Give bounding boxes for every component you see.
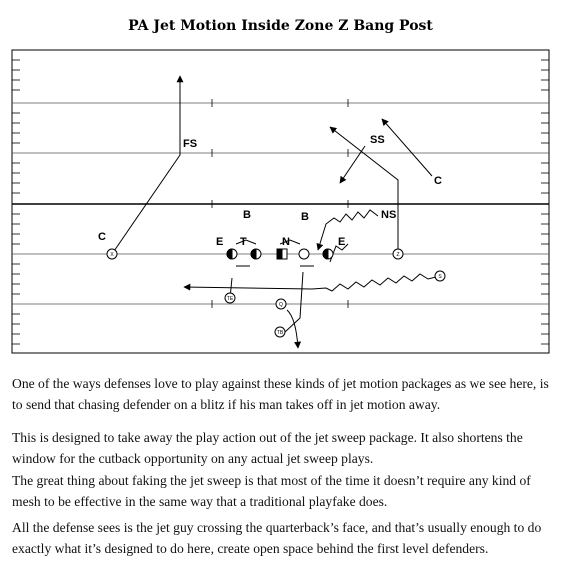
ns-label: NS [381,209,397,221]
paragraph-1: One of the ways defenses love to play against these kinds of jet motion packages as we see here, is to send that chasing defender on a blitz if his man takes off in jet motion away. [12,376,549,412]
backer-left-label: B [243,209,251,221]
s-letter: S [438,274,442,280]
q-letter: Q [279,302,283,308]
tb-letter: TB [276,330,284,336]
fs-label: FS [183,138,198,150]
diagram-title: PA Jet Motion Inside Zone Z Bang Post [128,18,433,34]
end-left-label: E [216,236,224,248]
ss-label: SS [370,134,385,146]
corner-right-label: C [434,175,442,187]
z-letter: Z [396,252,400,258]
tackle-label: T [240,236,247,248]
paragraph-2: This is designed to take away the play action out of the jet sweep package. It also shortens the window for the cutback opportunity on any actual jet sweep plays. [12,430,523,466]
backer-right-label: B [301,211,309,223]
paragraph-4: All the defense sees is the jet guy crossing the quarterback’s face, and that’s usually enough to do exactly what it’s designed to do here, create open space behind the first level defenders. [12,520,542,556]
corner-left-label: C [98,231,106,243]
nose-label: N [282,236,290,248]
end-right-label: E [338,236,346,248]
paragraph-3: The great thing about faking the jet sweep is that most of the time it doesn’t require any kind of mesh to be effective in the same way that a traditional playfake does. [12,473,531,509]
x-letter: X [110,252,114,258]
right-guard [299,249,309,259]
te-letter: TE [226,296,234,302]
